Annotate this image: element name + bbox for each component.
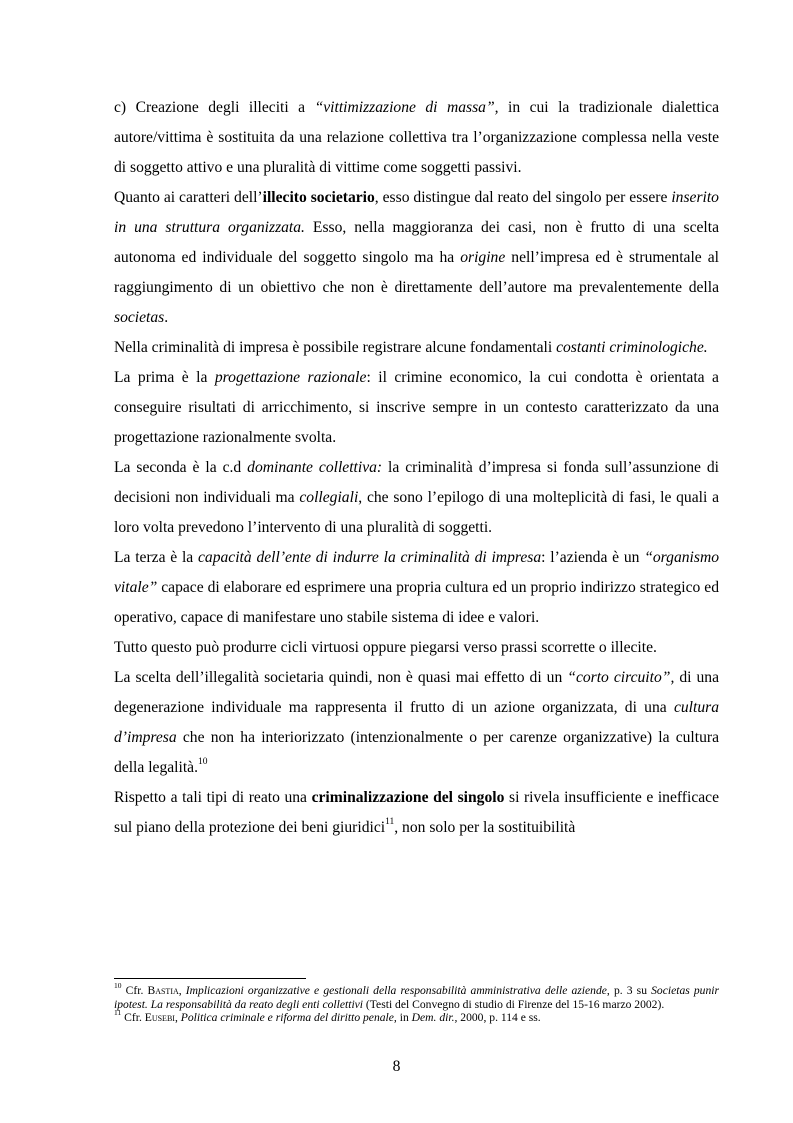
footnote-10 (114, 981, 720, 1011)
italic-span: dominante collettiva: (247, 459, 383, 476)
text-span: che non ha interiorizzato (intenzionalmente o per carenze organizzative) la cultura della legalità. (114, 729, 719, 776)
text-span: la criminalità d’impresa si fonda sull’assunzione di decisioni non individuali ma (114, 459, 719, 506)
page-number: 8 (392, 1058, 401, 1075)
italic-span: cultura d’impresa (114, 699, 719, 746)
footnote-number: 11 (114, 1008, 122, 1018)
italic-span: costanti criminologiche. (556, 339, 708, 356)
text-span: , che sono l’epilogo di una molteplicità di fasi, le quali a loro volta prevedono l’intervento di una pluralità di soggetti. (114, 489, 720, 536)
bold-span: criminalizzazione del singolo (311, 789, 505, 806)
italic-span: “organismo vitale” (114, 549, 720, 596)
text-span: , p. 3 su (606, 984, 652, 997)
text-span: Tutto questo può produrre cicli virtuosi oppure piegarsi verso prassi scorrette o illecite. (114, 639, 657, 656)
text-span: di una degenerazione individuale ma rappresenta il frutto di un azione organizzata, di una (114, 669, 719, 716)
bold-span: illecito societario (262, 189, 375, 206)
italic-span: Implicazioni organizzative e gestionali della responsabilità amministrativa delle aziende (185, 984, 607, 997)
text-span: Nella criminalità di impresa è possibile registrare alcune fondamentali (114, 339, 557, 356)
text-span: , (174, 1011, 181, 1025)
italic-span: origine (460, 249, 506, 266)
text-span: , non solo per la sostituibilità (394, 819, 576, 836)
text-span: , (178, 984, 186, 997)
text-span: 2000, p. 114 e ss. (457, 1011, 541, 1025)
italic-span: societas (114, 309, 165, 326)
paragraph-corporate-offence (114, 183, 719, 333)
text-span: nell’impresa ed è strumentale al raggiungimento di un obiettivo che non è direttamente dell’autore ma prevalentemente della (114, 249, 720, 296)
text-span: , esso distingue dal reato del singolo per essere (374, 189, 672, 206)
paragraph-individual-criminalization (114, 783, 719, 843)
footnote-ref-10[interactable]: 10 (198, 756, 208, 767)
footnote-number: 10 (114, 981, 122, 991)
text-span: La scelta dell’illegalità societaria quindi, non è quasi mai effetto di un (114, 669, 568, 686)
paragraph-collective-dominant (114, 453, 719, 543)
text-span: La seconda è la c.d (114, 459, 248, 476)
italic-span: capacità dell’ente di indurre la criminalità di impresa (197, 549, 542, 566)
text-span: Esso, nella maggioranza dei casi, non è frutto di una scelta autonoma ed individuale del soggetto singolo ma ha (114, 219, 719, 266)
text-span: (Testi del Convegno di studio di Firenze del 15-16 marzo 2002). (363, 997, 665, 1011)
body-text (114, 93, 719, 843)
paragraph-criminological-constants (114, 333, 719, 363)
italic-span: Politica criminale e riforma del diritto penale, (180, 1011, 397, 1025)
paragraph-entity-capacity (114, 543, 719, 633)
italic-span: Societas punir ipotest. La responsabilità da reato degli enti collettivi (114, 984, 720, 1011)
paragraph-virtuous-cycles (114, 633, 719, 663)
text-span: c) Creazione degli illeciti a (114, 99, 315, 116)
paragraph-mass-victimization (114, 93, 719, 183)
text-span: si rivela insufficiente e inefficace sul piano della protezione dei beni giuridici (114, 789, 720, 836)
text-span: Cfr. (121, 1011, 145, 1025)
footnotes (114, 981, 720, 1025)
footnote-author: Bastia (147, 984, 179, 997)
footnote-ref-11[interactable]: 11 (385, 816, 395, 827)
paragraph-illegality-choice (114, 663, 719, 783)
footnote-separator (114, 978, 306, 979)
text-span: Quanto ai caratteri dell’ (114, 189, 263, 206)
text-span: Cfr. (121, 984, 148, 997)
italic-span: Dem. dir., (411, 1011, 458, 1025)
text-span: : il crimine economico, la cui condotta è orientata a conseguire risultati di arricchimento, si inscrive sempre in un contesto caratterizzato da una progettazione razionalmente svolta. (114, 369, 719, 446)
paragraph-rational-planning (114, 363, 719, 453)
text-span: La prima è la (114, 369, 215, 386)
italic-span: inserito in una struttura organizzata. (114, 189, 719, 236)
text-span: Rispetto a tali tipi di reato una (114, 789, 312, 806)
italic-span: “corto circuito”, (567, 669, 675, 686)
text-span: capace di elaborare ed esprimere una propria cultura ed un proprio indirizzo strategico ed operativo, capace di manifestare uno stabile sistema di idee e valori. (114, 579, 719, 626)
text-span: La terza è la (114, 549, 198, 566)
text-span: : l’azienda è un (541, 549, 645, 566)
italic-span: “vittimizzazione di massa”, (314, 99, 499, 116)
text-span: . (164, 309, 169, 326)
footnote-11 (114, 1008, 719, 1025)
italic-span: collegiali (299, 489, 359, 506)
footnote-author: Eusebi (144, 1011, 175, 1025)
text-span: in cui la tradizionale dialettica autore/vittima è sostituita da una relazione collettiva tra l’organizzazione complessa nella veste di soggetto attivo e una pluralità di vittime come soggetti passivi. (114, 99, 720, 176)
italic-span: progettazione razionale (214, 369, 367, 386)
text-span: in (396, 1011, 412, 1025)
